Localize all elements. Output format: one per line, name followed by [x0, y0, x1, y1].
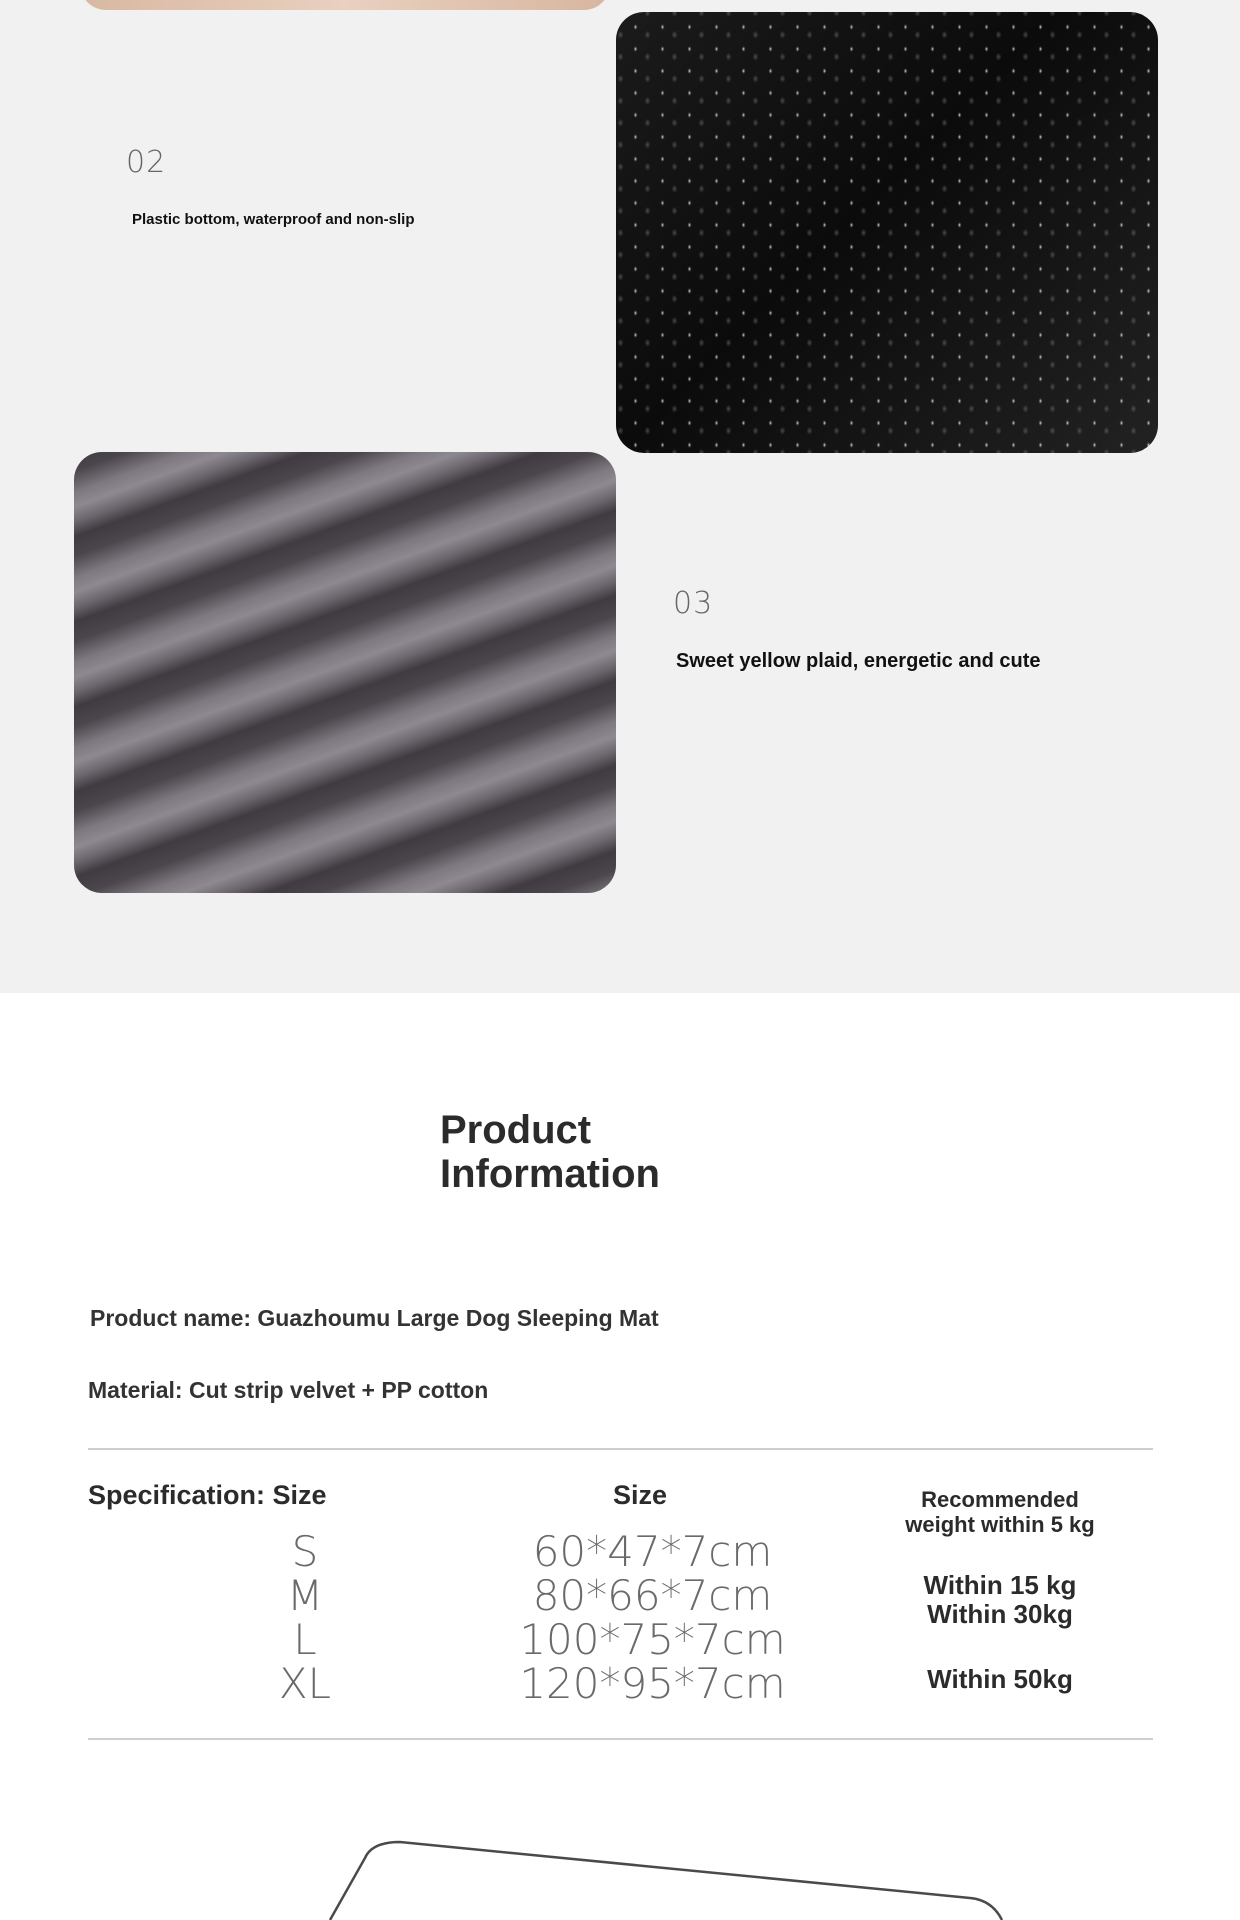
product-photo-top-cropped	[80, 0, 610, 10]
divider	[88, 1738, 1153, 1740]
size-item: S	[291, 1527, 319, 1576]
feature-caption: Plastic bottom, waterproof and non-slip	[132, 211, 415, 228]
nonslip-bottom-photo	[616, 12, 1158, 453]
feature-number: 02	[126, 145, 167, 180]
feature-number: 03	[673, 586, 714, 621]
size-column-header: Size	[613, 1480, 668, 1510]
dimension-item: 100*75*7cm	[519, 1615, 786, 1664]
mat-outline-diagram	[0, 1820, 1240, 1920]
size-item: L	[293, 1615, 317, 1664]
size-item: XL	[278, 1659, 332, 1708]
weight-item: Within 15 kg Within 30kg	[923, 1570, 1077, 1629]
divider	[88, 1448, 1153, 1450]
weight-item: Within 50kg	[927, 1664, 1073, 1694]
size-list	[240, 1527, 370, 1708]
dimension-item: 60*47*7cm	[532, 1527, 773, 1576]
feature-caption: Sweet yellow plaid, energetic and cute	[676, 650, 1041, 672]
dimension-list	[510, 1527, 795, 1708]
product-info-heading	[440, 1108, 700, 1196]
heading-text: Product Information	[440, 1108, 660, 1196]
dimension-item: 120*95*7cm	[519, 1659, 786, 1708]
product-name-line: Product name: Guazhoumu Large Dog Sleeping Mat	[90, 1305, 659, 1331]
size-item: M	[286, 1571, 324, 1620]
spec-label: Specification: Size	[88, 1480, 327, 1510]
weight-item: Recommended weight within 5 kg	[905, 1487, 1095, 1537]
dimension-item: 80*66*7cm	[532, 1571, 773, 1620]
material-line: Material: Cut strip velvet + PP cotton	[88, 1377, 489, 1403]
velvet-texture-photo	[74, 452, 616, 893]
